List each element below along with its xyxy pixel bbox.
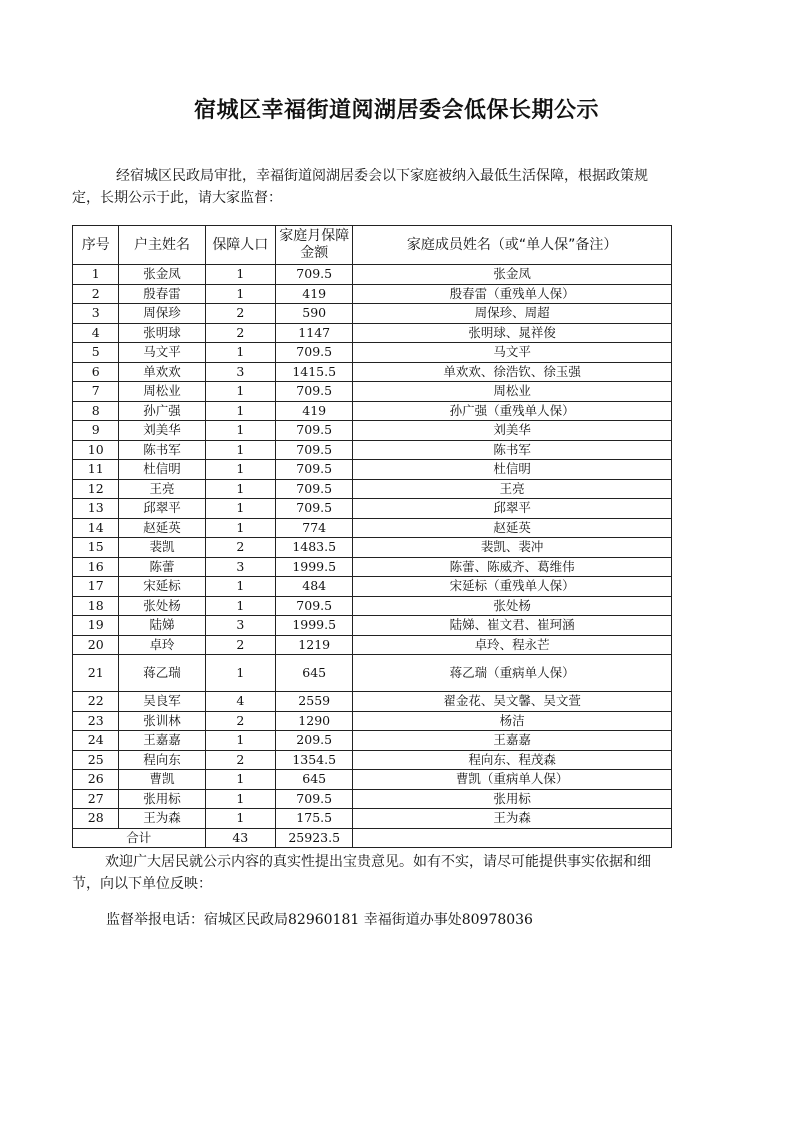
table-row — [73, 655, 672, 692]
cell-members: 刘美华 — [353, 421, 672, 441]
table-row — [73, 343, 672, 363]
cell-householder: 殷春雷 — [119, 284, 205, 304]
cell-amount: 590 — [276, 304, 353, 324]
cell-population: 2 — [205, 635, 276, 655]
cell-householder: 邱翠平 — [119, 499, 205, 519]
cell-index: 4 — [73, 323, 119, 343]
cell-index: 10 — [73, 440, 119, 460]
cell-population: 1 — [205, 770, 276, 790]
cell-index: 6 — [73, 362, 119, 382]
cell-population: 1 — [205, 479, 276, 499]
cell-population: 3 — [205, 362, 276, 382]
cell-members: 陈书军 — [353, 440, 672, 460]
total-population: 43 — [205, 828, 276, 848]
cell-members: 邱翠平 — [353, 499, 672, 519]
cell-householder: 刘美华 — [119, 421, 205, 441]
cell-householder: 王为森 — [119, 809, 205, 829]
cell-index: 5 — [73, 343, 119, 363]
cell-amount: 774 — [276, 518, 353, 538]
total-row — [73, 828, 672, 848]
total-amount: 25923.5 — [276, 828, 353, 848]
cell-population: 1 — [205, 440, 276, 460]
table-row — [73, 809, 672, 829]
table-row — [73, 577, 672, 597]
table-footer — [73, 828, 672, 848]
cell-index: 2 — [73, 284, 119, 304]
cell-householder: 张金凤 — [119, 265, 205, 285]
cell-householder: 陆娣 — [119, 616, 205, 636]
cell-members: 卓玲、程永芒 — [353, 635, 672, 655]
table-row — [73, 596, 672, 616]
cell-population: 1 — [205, 382, 276, 402]
cell-population: 1 — [205, 265, 276, 285]
cell-amount: 2559 — [276, 692, 353, 712]
cell-amount: 1147 — [276, 323, 353, 343]
table-row — [73, 616, 672, 636]
cell-householder: 张处杨 — [119, 596, 205, 616]
header-index: 序号 — [73, 226, 119, 265]
cell-index: 19 — [73, 616, 119, 636]
table-row — [73, 284, 672, 304]
cell-amount: 709.5 — [276, 265, 353, 285]
header-members: 家庭成员姓名（或“单人保”备注） — [353, 226, 672, 265]
cell-amount: 709.5 — [276, 460, 353, 480]
table-row — [73, 460, 672, 480]
cell-amount: 645 — [276, 655, 353, 692]
cell-amount: 709.5 — [276, 343, 353, 363]
cell-index: 11 — [73, 460, 119, 480]
cell-members: 王为森 — [353, 809, 672, 829]
cell-amount: 709.5 — [276, 789, 353, 809]
cell-amount: 484 — [276, 577, 353, 597]
cell-members: 王嘉嘉 — [353, 731, 672, 751]
cell-members: 裴凯、裴冲 — [353, 538, 672, 558]
closing-paragraph: 欢迎广大居民就公示内容的真实性提出宝贵意见。如有不实，请尽可能提供事实依据和细节，向以下单位反映： — [72, 854, 651, 892]
cell-population: 1 — [205, 655, 276, 692]
cell-members: 曹凯（重病单人保） — [353, 770, 672, 790]
cell-population: 1 — [205, 577, 276, 597]
cell-amount: 709.5 — [276, 479, 353, 499]
table-row — [73, 635, 672, 655]
cell-population: 1 — [205, 596, 276, 616]
cell-index: 25 — [73, 750, 119, 770]
cell-amount: 1483.5 — [276, 538, 353, 558]
cell-amount: 1290 — [276, 711, 353, 731]
cell-householder: 张用标 — [119, 789, 205, 809]
cell-amount: 1219 — [276, 635, 353, 655]
header-population: 保障人口 — [205, 226, 276, 265]
cell-householder: 马文平 — [119, 343, 205, 363]
cell-householder: 赵延英 — [119, 518, 205, 538]
cell-population: 4 — [205, 692, 276, 712]
table-row — [73, 440, 672, 460]
cell-population: 2 — [205, 323, 276, 343]
cell-index: 1 — [73, 265, 119, 285]
cell-members: 张明球、晁祥俊 — [353, 323, 672, 343]
cell-index: 3 — [73, 304, 119, 324]
cell-amount: 645 — [276, 770, 353, 790]
cell-index: 22 — [73, 692, 119, 712]
cell-householder: 杜信明 — [119, 460, 205, 480]
cell-population: 1 — [205, 518, 276, 538]
cell-members: 周松业 — [353, 382, 672, 402]
cell-householder: 周松业 — [119, 382, 205, 402]
cell-amount: 709.5 — [276, 499, 353, 519]
table-row — [73, 304, 672, 324]
cell-amount: 209.5 — [276, 731, 353, 751]
cell-population: 2 — [205, 538, 276, 558]
total-members-empty — [353, 828, 672, 848]
cell-householder: 宋延标 — [119, 577, 205, 597]
header-householder: 户主姓名 — [119, 226, 205, 265]
page-title: 宿城区幸福街道阅湖居委会低保长期公示 — [193, 97, 599, 123]
cell-amount: 1354.5 — [276, 750, 353, 770]
cell-population: 1 — [205, 789, 276, 809]
cell-index: 21 — [73, 655, 119, 692]
cell-population: 1 — [205, 460, 276, 480]
table-row — [73, 692, 672, 712]
table-row — [73, 382, 672, 402]
cell-amount: 709.5 — [276, 596, 353, 616]
table-row — [73, 265, 672, 285]
cell-amount: 1415.5 — [276, 362, 353, 382]
table-row — [73, 770, 672, 790]
table-row — [73, 479, 672, 499]
cell-householder: 蒋乙瑞 — [119, 655, 205, 692]
table-row — [73, 711, 672, 731]
cell-population: 1 — [205, 343, 276, 363]
table-row — [73, 750, 672, 770]
table-row — [73, 499, 672, 519]
cell-index: 9 — [73, 421, 119, 441]
cell-index: 23 — [73, 711, 119, 731]
cell-population: 3 — [205, 616, 276, 636]
table-row — [73, 731, 672, 751]
table-row — [73, 323, 672, 343]
table-body — [73, 265, 672, 829]
table-row — [73, 401, 672, 421]
cell-householder: 程向东 — [119, 750, 205, 770]
cell-householder: 单欢欢 — [119, 362, 205, 382]
cell-members: 孙广强（重残单人保） — [353, 401, 672, 421]
cell-householder: 吴良军 — [119, 692, 205, 712]
cell-members: 宋延标（重残单人保） — [353, 577, 672, 597]
cell-population: 1 — [205, 401, 276, 421]
total-label: 合计 — [73, 828, 206, 848]
cell-population: 2 — [205, 304, 276, 324]
header-row — [73, 226, 672, 265]
subsidy-table — [72, 225, 672, 848]
cell-population: 1 — [205, 421, 276, 441]
cell-population: 1 — [205, 284, 276, 304]
cell-population: 1 — [205, 809, 276, 829]
cell-index: 8 — [73, 401, 119, 421]
intro-paragraph: 经宿城区民政局审批，幸福街道阅湖居委会以下家庭被纳入最低生活保障，根据政策规定，长期公示于此，请大家监督： — [72, 168, 648, 206]
cell-householder: 陈蕾 — [119, 557, 205, 577]
cell-members: 王亮 — [353, 479, 672, 499]
table-row — [73, 789, 672, 809]
table-header — [73, 226, 672, 265]
cell-amount: 709.5 — [276, 421, 353, 441]
cell-householder: 孙广强 — [119, 401, 205, 421]
cell-householder: 陈书军 — [119, 440, 205, 460]
cell-population: 3 — [205, 557, 276, 577]
cell-amount: 709.5 — [276, 440, 353, 460]
cell-members: 蒋乙瑞（重病单人保） — [353, 655, 672, 692]
hotline-text: 监督举报电话：宿城区民政局82960181 幸福街道办事处80978036 — [106, 912, 533, 928]
cell-members: 单欢欢、徐浩钦、徐玉强 — [353, 362, 672, 382]
cell-householder: 王嘉嘉 — [119, 731, 205, 751]
cell-members: 程向东、程茂森 — [353, 750, 672, 770]
cell-householder: 裴凯 — [119, 538, 205, 558]
cell-householder: 卓玲 — [119, 635, 205, 655]
cell-amount: 1999.5 — [276, 616, 353, 636]
cell-members: 翟金花、吴文馨、吴文萱 — [353, 692, 672, 712]
cell-members: 杨洁 — [353, 711, 672, 731]
cell-population: 1 — [205, 499, 276, 519]
cell-index: 24 — [73, 731, 119, 751]
cell-members: 殷春雷（重残单人保） — [353, 284, 672, 304]
cell-index: 7 — [73, 382, 119, 402]
table-row — [73, 362, 672, 382]
cell-index: 20 — [73, 635, 119, 655]
cell-population: 2 — [205, 750, 276, 770]
cell-members: 赵延英 — [353, 518, 672, 538]
cell-members: 陆娣、崔文君、崔珂涵 — [353, 616, 672, 636]
cell-index: 15 — [73, 538, 119, 558]
cell-index: 12 — [73, 479, 119, 499]
cell-population: 2 — [205, 711, 276, 731]
cell-householder: 周保珍 — [119, 304, 205, 324]
cell-members: 张用标 — [353, 789, 672, 809]
cell-amount: 709.5 — [276, 382, 353, 402]
cell-householder: 张明球 — [119, 323, 205, 343]
cell-index: 28 — [73, 809, 119, 829]
cell-amount: 419 — [276, 401, 353, 421]
cell-householder: 张训林 — [119, 711, 205, 731]
cell-index: 26 — [73, 770, 119, 790]
cell-index: 13 — [73, 499, 119, 519]
cell-index: 16 — [73, 557, 119, 577]
cell-amount: 1999.5 — [276, 557, 353, 577]
cell-amount: 419 — [276, 284, 353, 304]
table-row — [73, 518, 672, 538]
cell-index: 14 — [73, 518, 119, 538]
cell-householder: 曹凯 — [119, 770, 205, 790]
cell-population: 1 — [205, 731, 276, 751]
cell-members: 张处杨 — [353, 596, 672, 616]
header-amount: 家庭月保障金额 — [276, 226, 353, 265]
cell-members: 张金凤 — [353, 265, 672, 285]
cell-members: 马文平 — [353, 343, 672, 363]
cell-index: 17 — [73, 577, 119, 597]
table-row — [73, 421, 672, 441]
cell-amount: 175.5 — [276, 809, 353, 829]
cell-index: 18 — [73, 596, 119, 616]
cell-members: 陈蕾、陈威齐、葛维伟 — [353, 557, 672, 577]
cell-members: 杜信明 — [353, 460, 672, 480]
table-row — [73, 538, 672, 558]
table-row — [73, 557, 672, 577]
cell-index: 27 — [73, 789, 119, 809]
cell-members: 周保珍、周超 — [353, 304, 672, 324]
cell-householder: 王亮 — [119, 479, 205, 499]
